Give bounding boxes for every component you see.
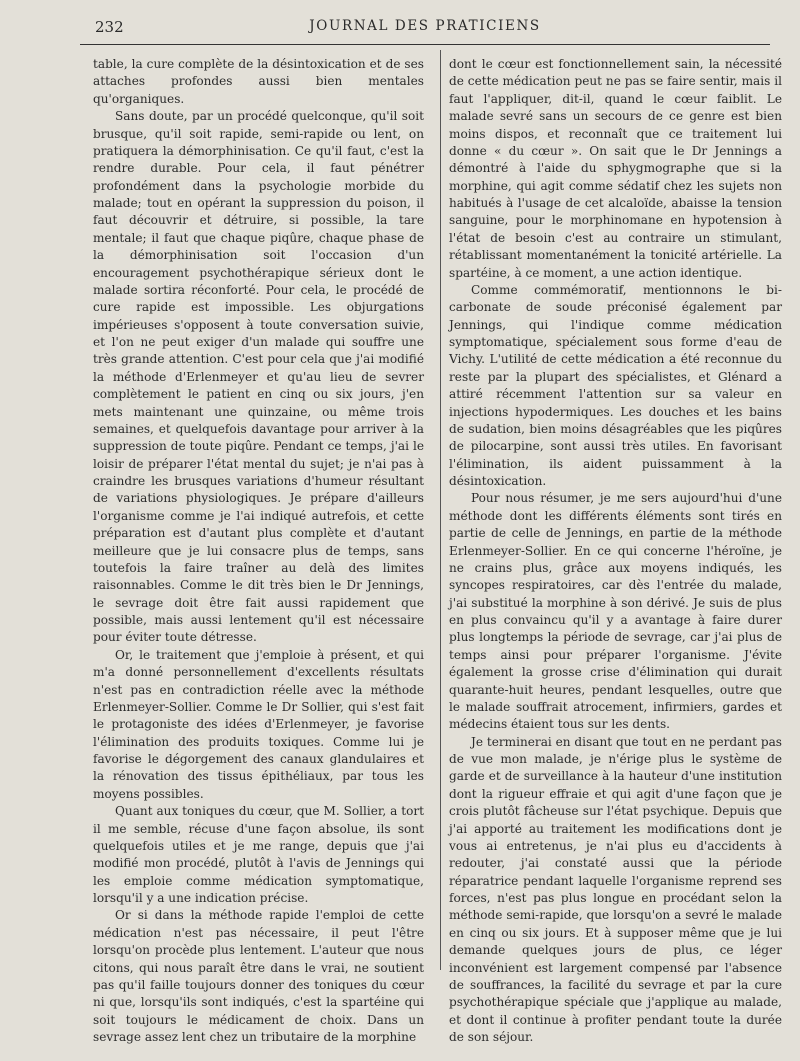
header-rule bbox=[80, 44, 770, 45]
paragraph: Je terminerai en disant que tout en ne perdant pas de vue mon malade, je n'érige plus le système de garde et de surveillance à la hauteur d'une institution dont la rigueur effraie et qui agit d'une façon que je crois plutôt fâcheuse sur l'état psychique. Depuis que j'ai apporté au traitement les modifications dont je vous ai entretenus, je n'ai plus eu d'accidents à redouter, j'ai constaté aussi que la période réparatrice pendant laquelle l'organisme reprend ses forces, n'est pas plus longue en procédant selon la méthode semi-rapide, que lorsqu'on a sevré le malade en cinq ou six jours. Et à supposer même que je lui demande quelques jours de plus, ce léger inconvénient est largement compensé par l'absence de souffrances, la facilité du sevrage et par la cure psychothérapique spéciale que j'applique au malade, et dont il continue à profiter pendant toute la durée de son séjour. bbox=[449, 734, 782, 1044]
column-divider bbox=[440, 50, 441, 970]
paragraph: Or, le traitement que j'emploie à présent, et qui m'a donné personnellement d'excellents résultats n'est pas en contradiction réelle avec la méthode Erlenmeyer-Sollier. Comme le Dr Sollier, qui s'est fait le protagoniste des idées d'Erlenmeyer, je favorise l'élimination des produits toxiques. Comme lui je favorise le dégorgement des canaux glandulaires et la rénovation des tissus épithéliaux, par tous les moyens possibles. bbox=[93, 647, 424, 801]
running-head bbox=[80, 18, 770, 40]
paragraph: Quant aux toniques du cœur, que M. Sollier, a tort il me semble, récuse d'une façon absolue, ils sont quelquefois utiles et je me range, depuis que j'ai modifié mon procédé, plutôt à l'avis de Jennings qui les emploie comme médication symptomatique, lorsqu'il y a une indication précise. bbox=[93, 804, 424, 905]
journal-title: JOURNAL DES PRATICIENS bbox=[309, 18, 541, 34]
paragraph: Sans doute, par un procédé quelconque, qu'il soit brusque, qu'il soit rapide, semi-rapide ou lent, on pratiquera la démorphinisation. Ce qu'il faut, c'est la rendre durable. Pour cela, il faut pénétrer profondément dans la psychologie morbide du malade; tout en opérant la suppression du poison, il faut découvrir et détruire, si possible, la tare mentale; il faut que chaque piqûre, chaque phase de la démorphinisation soit l'occasion d'un encouragement psychothérapique sérieux dont le malade sortira réconforté. Pour cela, le procédé de cure rapide est impossible. Les objurgations impérieuses s'opposent à toute conversation suivie, et l'on ne peut exiger d'un malade qui souffre une très grande attention. C'est pour cela que j'ai modifié la méthode d'Erlenmeyer et qu'au lieu de sevrer complètement le patient en cinq ou six jours, j'en mets maintenant une quinzaine, ou même trois semaines, et quelquefois davantage pour arriver à la suppression de toute piqûre. Pendant ce temps, j'ai le loisir de préparer l'état mental du sujet; je n'ai pas à craindre les brusques variations d'humeur résultant de variations physiologiques. Je prépare d'ailleurs l'organisme comme je l'ai indiqué autrefois, et cette préparation est d'autant plus complète et d'autant meilleure que je lui consacre plus de temps, sans toutefois la faire traîner au delà des limites raisonnables. Comme le dit très bien le Dr Jennings, le sevrage doit être fait aussi rapidement que possible, mais aussi lentement qu'il est nécessaire pour éviter toute détresse. bbox=[93, 109, 424, 645]
paragraph: Comme commémoratif, mentionnons le bi-carbonate de soude préconisé également par Jennings, qui l'indique comme médication symptomatique, spécialement sous forme d'eau de Vichy. L'utilité de cette médication a été reconnue du reste par la plupart des spécialistes, et Glénard a attiré récemment l'attention sur sa valeur en injections hypodermiques. Les douches et les bains de sudation, bien moins désagréables que les piqûres de pilocarpine, sont aussi très utiles. En favorisant l'élimination, ils aident puissamment à la désintoxication. bbox=[449, 282, 782, 488]
right-column bbox=[449, 56, 782, 1046]
left-column bbox=[93, 56, 424, 1046]
paragraph: Or si dans la méthode rapide l'emploi de cette médication n'est pas nécessaire, il peut l'être lorsqu'on procède plus lentement. L'auteur que nous citons, qui nous paraît être dans le vrai, ne soutient pas qu'il faille toujours donner des toniques du cœur ni que, lorsqu'ils sont indiqués, c'est la spartéine qui soit toujours le médicament de choix. Dans un sevrage assez lent chez un tributaire de la morphine bbox=[93, 908, 424, 1044]
paragraph: table, la cure complète de la désintoxication et de ses attaches profondes aussi bien mentales qu'organiques. bbox=[93, 57, 424, 106]
page-number: 232 bbox=[95, 18, 124, 36]
paragraph: dont le cœur est fonctionnellement sain, la nécessité de cette médication peut ne pas se faire sentir, mais il faut l'appliquer, dit-il, quand le cœur faiblit. Le malade sevré sans un secours de ce genre est bien moins dispos, et reconnaît que ce traitement lui donne « du cœur ». On sait que le Dr Jennings a démontré à l'aide du sphygmographe que si la morphine, qui agit comme sédatif chez les sujets non habitués à l'usage de cet alcaloïde, abaisse la tension sanguine, pour le morphinomane en hypotension à l'état de besoin c'est au contraire un stimulant, rétablissant momentanément la tonicité artérielle. La spartéine, à ce moment, a une action identique. bbox=[449, 57, 782, 280]
paragraph: Pour nous résumer, je me sers aujourd'hui d'une méthode dont les différents éléments sont tirés en partie de celle de Jennings, en partie de la méthode Erlenmeyer-Sollier. En ce qui concerne l'héroïne, je ne crains plus, grâce aux moyens indiqués, les syncopes respiratoires, car dès l'entrée du malade, j'ai substitué la morphine à son dérivé. Je suis de plus en plus convaincu qu'il y a avantage à faire durer plus longtemps la période de sevrage, car j'ai plus de temps ainsi pour préparer l'organisme. J'évite également la grosse crise d'élimination qui durait quarante-huit heures, pendant lesquelles, outre que le malade souffrait atrocement, infirmiers, gardes et médecins étaient tous sur les dents. bbox=[449, 491, 782, 732]
